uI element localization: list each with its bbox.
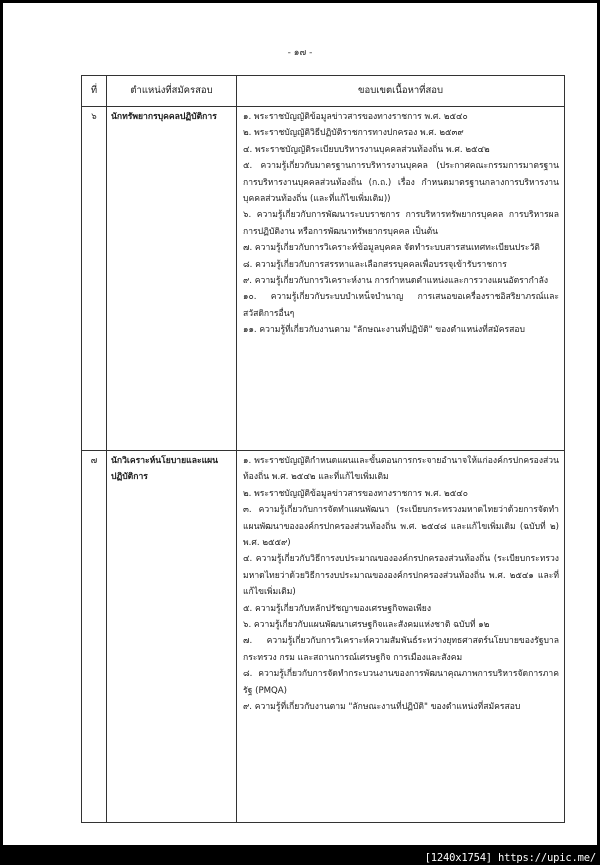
scope-item: ๙. ความรู้เกี่ยวกับการวิเคราะห์งาน การกำหนดตำแหน่งและการวางแผนอัตรากำลัง [243, 276, 549, 287]
position-title: นักทรัพยากรบุคคลปฏิบัติการ [107, 107, 237, 451]
scope-item: ๔. พระราชบัญญัติระเบียบบริหารงานบุคคลส่วนท้องถิ่น พ.ศ. ๒๕๔๒ [243, 144, 490, 155]
scope-item: ๑. พระราชบัญญัติข้อมูลข่าวสารของทางราชการ พ.ศ. ๒๕๔๐ [243, 112, 468, 122]
scope-item: ๕. ความรู้เกี่ยวกับมาตรฐานการบริหารงานบุคคล (ประกาศคณะกรรมการมาตรฐานการบริหารงานบุคคลส่วนท้องถิ่น (ก.ถ.) เรื่อง กำหนดมาตรฐานกลางการบริหารงานบุคคลส่วนท้องถิ่น (และที่แก้ไขเพิ่มเติม)) [243, 161, 559, 205]
scope-item: ๗. ความรู้เกี่ยวกับการวิเคราะห์ข้อมูลบุคคล จัดทำระบบสารสนเทศทะเบียนประวัติ [243, 243, 540, 254]
scope-list [237, 107, 565, 451]
scope-item: ๖. ความรู้เกี่ยวกับแผนพัฒนาเศรษฐกิจและสังคมแห่งชาติ ฉบับที่ ๑๒ [243, 620, 490, 631]
scope-item: ๘. ความรู้เกี่ยวกับการจัดทำกระบวนงานของการพัฒนาคุณภาพการบริหารจัดการภาครัฐ (PMQA) [243, 669, 559, 696]
image-size-watermark: [1240x1754] https://upic.me/ [424, 852, 596, 864]
exam-scope-table [81, 75, 565, 823]
table-header-row [82, 76, 565, 107]
table-row [82, 107, 565, 451]
scope-item: ๑๑. ความรู้ที่เกี่ยวกับงานตาม "ลักษณะงานที่ปฏิบัติ" ของตำแหน่งที่สมัครสอบ [243, 325, 525, 336]
scope-item: ๔. ความรู้เกี่ยวกับวิธีการงบประมาณขององค์กรปกครองส่วนท้องถิ่น (ระเบียบกระทรวงมหาดไทยว่าด้วยวิธีการงบประมาณขององค์กรปกครองส่วนท้องถิ่น พ.ศ. ๒๕๔๑ และที่แก้ไขเพิ่มเติม) [243, 554, 559, 598]
scope-list [237, 451, 565, 823]
scope-item: ๗. ความรู้เกี่ยวกับการวิเคราะห์ความสัมพันธ์ระหว่างยุทธศาสตร์นโยบายของรัฐบาล กระทรวง กรม และสถานการณ์เศรษฐกิจ การเมืองและสังคม [243, 636, 559, 663]
scope-item: ๒. พระราชบัญญัติวิธีปฏิบัติราชการทางปกครอง พ.ศ. ๒๕๓๙ [243, 128, 464, 139]
header-no: ที่ [82, 76, 107, 107]
row-number: ๗ [82, 451, 107, 823]
scope-item: ๑. พระราชบัญญัติกำหนดแผนและขั้นตอนการกระจายอำนาจให้แก่องค์กรปกครองส่วนท้องถิ่น พ.ศ. ๒๕๔๒ และที่แก้ไขเพิ่มเติม [243, 456, 559, 483]
scope-item: ๑๐. ความรู้เกี่ยวกับระบบบำเหน็จบำนาญ การเสนอขอเครื่องราชอิสริยาภรณ์และสวัสดิการอื่นๆ [243, 292, 559, 319]
scope-item: ๘. ความรู้เกี่ยวกับการสรรหาและเลือกสรรบุคคลเพื่อบรรจุเข้ารับราชการ [243, 259, 507, 270]
row-number: ๖ [82, 107, 107, 451]
document-page [3, 3, 597, 845]
table-row [82, 451, 565, 823]
page-number: - ๑๗ - [287, 48, 313, 58]
scope-item: ๕. ความรู้เกี่ยวกับหลักปรัชญาของเศรษฐกิจพอเพียง [243, 603, 432, 614]
position-title: นักวิเคราะห์นโยบายและแผนปฏิบัติการ [107, 451, 237, 823]
scope-item: ๖. ความรู้เกี่ยวกับการพัฒนาระบบราชการ การบริหารทรัพยากรบุคคล การบริหารผลการปฏิบัติงาน หรือการพัฒนาทรัพยากรบุคคล เป็นต้น [243, 210, 559, 237]
scope-item: ๙. ความรู้ที่เกี่ยวกับงานตาม "ลักษณะงานที่ปฏิบัติ" ของตำแหน่งที่สมัครสอบ [243, 702, 521, 713]
header-scope: ขอบเขตเนื้อหาที่สอบ [237, 76, 565, 107]
header-position: ตำแหน่งที่สมัครสอบ [107, 76, 237, 107]
scope-item: ๓. ความรู้เกี่ยวกับการจัดทำแผนพัฒนา (ระเบียบกระทรวงมหาดไทยว่าด้วยการจัดทำแผนพัฒนาขององค์กรปกครองส่วนท้องถิ่น พ.ศ. ๒๕๔๘ และแก้ไขเพิ่มเติม (ฉบับที่ ๒) พ.ศ. ๒๕๕๙) [243, 505, 559, 549]
scope-item: ๒. พระราชบัญญัติข้อมูลข่าวสารของทางราชการ พ.ศ. ๒๕๔๐ [243, 488, 468, 499]
